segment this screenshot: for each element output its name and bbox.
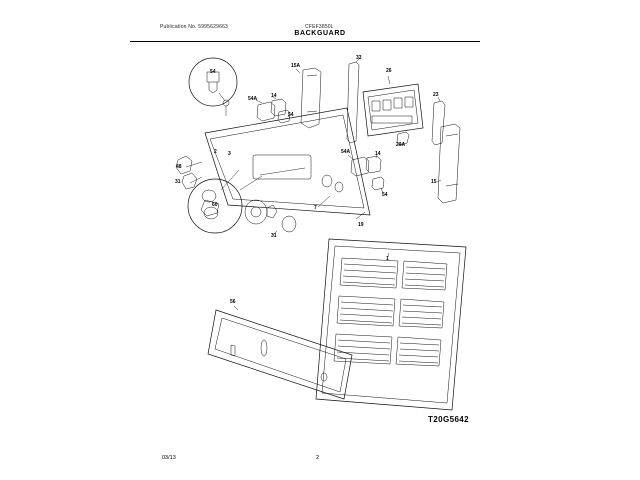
callout-15A: 15A bbox=[291, 63, 301, 69]
rear-panel-1 bbox=[316, 239, 466, 410]
callout-48: 48 bbox=[176, 164, 182, 170]
callout-56: 56 bbox=[230, 299, 236, 305]
callout-20A: 20A bbox=[396, 142, 406, 148]
callout-23: 23 bbox=[433, 92, 439, 98]
revision-date: 03/13 bbox=[162, 455, 176, 461]
callout-60: 60 bbox=[212, 202, 218, 208]
control-board-26 bbox=[363, 76, 423, 136]
callout-54-lower: 54 bbox=[382, 192, 388, 198]
publication-number: Publication No. 5995629663 bbox=[160, 24, 229, 30]
callout-2: 2 bbox=[214, 149, 217, 155]
page-number: 2 bbox=[316, 455, 320, 461]
callout-31-left: 31 bbox=[175, 179, 181, 185]
callout-3: 3 bbox=[228, 151, 231, 157]
control-knobs bbox=[245, 200, 296, 235]
callout-7: 7 bbox=[314, 205, 317, 211]
rear-rail-56 bbox=[208, 306, 352, 399]
callout-14-upper: 14 bbox=[271, 93, 277, 99]
callout-1: 1 bbox=[386, 256, 389, 262]
callout-54-upper: 54 bbox=[288, 112, 294, 118]
model-number: CFEF3850L bbox=[305, 24, 334, 30]
callout-19: 19 bbox=[358, 222, 364, 228]
bracket-15 bbox=[437, 124, 460, 203]
detail-circle-54 bbox=[189, 58, 237, 116]
callout-54A-upper: 54A bbox=[248, 96, 258, 102]
bracket-33 bbox=[347, 58, 360, 143]
callout-26: 26 bbox=[386, 68, 392, 74]
callout-54A-lower: 54A bbox=[341, 149, 351, 155]
page-title: BACKGUARD bbox=[294, 30, 346, 37]
bracket-23 bbox=[432, 97, 445, 145]
bracket-15A bbox=[296, 68, 321, 128]
backguard-console-panel bbox=[205, 108, 370, 215]
callout-54-top: 54 bbox=[210, 69, 216, 75]
callout-14-lower: 14 bbox=[375, 151, 381, 157]
callout-15: 15 bbox=[431, 179, 437, 185]
diagram-code: T20G5642 bbox=[428, 415, 470, 424]
callout-33: 33 bbox=[356, 55, 362, 61]
callout-31-lower: 31 bbox=[271, 233, 277, 239]
